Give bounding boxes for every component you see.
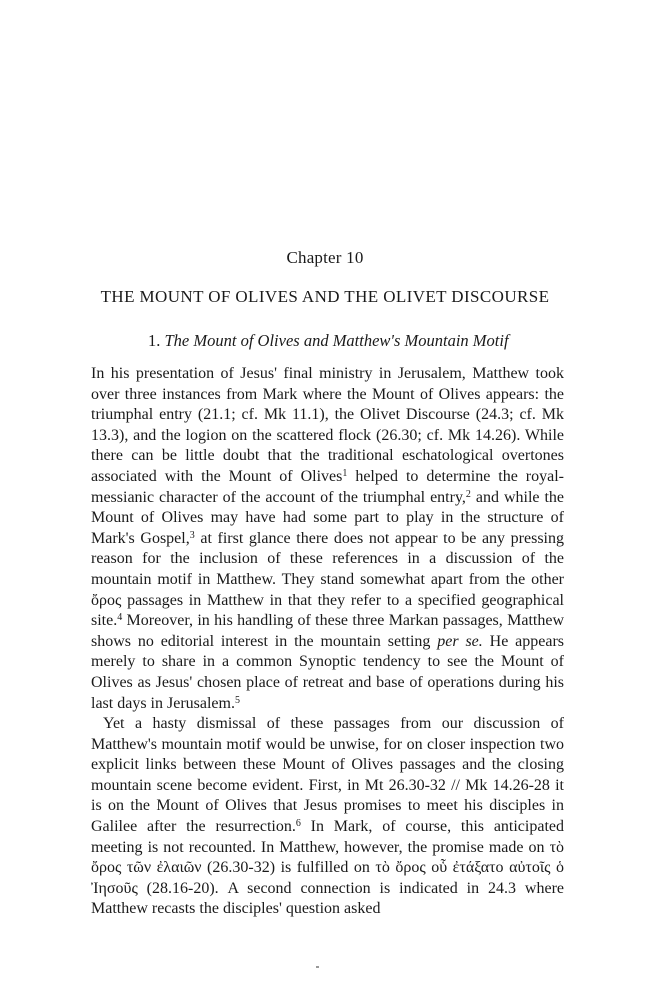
- section-heading: [148, 331, 509, 351]
- chapter-title: THE MOUNT OF OLIVES AND THE OLIVET DISCOURSE: [100, 287, 550, 306]
- footnote-marker: 1: [342, 467, 348, 479]
- body-text: [91, 364, 564, 920]
- text-run: Moreover, in his handling of these three Markan passages, Matthew shows no editorial interest in the mountain setting: [91, 612, 564, 650]
- page-mark: [316, 966, 319, 968]
- italic-phrase: per se.: [437, 632, 483, 650]
- footnote-marker: 5: [234, 694, 240, 706]
- footnote-marker: 2: [465, 488, 471, 500]
- text-run: In his presentation of Jesus' final ministry in Jerusalem, Matthew took over three instances from Mark where the Mount of Olives appears: the triumphal entry (21.1; cf. Mk 11.1), the Olivet Discourse (24.3; cf. Mk 13.3), and the logion on the scattered flock (26.30; cf. Mk 14.26). While there can be little doubt that the traditional eschatological overtones associated with the Mount of Olives: [91, 365, 564, 485]
- footnote-marker: 3: [189, 529, 195, 541]
- text-run: helped to determine the royal-messianic character of the account of the triumphal entry,: [91, 467, 565, 506]
- footnote-marker: 4: [117, 612, 123, 624]
- chapter-label: Chapter 10: [286, 248, 364, 267]
- text-run: Yet a hasty dismissal of these passages from our discussion of Matthew's mountain motif would be unwise, for on closer inspection two explicit links between these Mount of Olives passages and the closing mountain scene become evident. First, in Mt 26.30-32 // Mk 14.26-28 it is on the Mount of Olives that Jesus promises to meet his disciples in Galilee after the resurrection.: [91, 715, 564, 836]
- section-title: The Mount of Olives and Matthew's Mountain Motif: [164, 331, 509, 350]
- paragraph-2: [91, 714, 564, 920]
- text-run: He appears merely to share in a common Synoptic tendency to see the Mount of Olives as Jesus' chosen place of retreat and base of operations during his last days in Jerusalem.: [91, 632, 565, 712]
- section-number: 1.: [148, 331, 161, 350]
- footnote-marker: 6: [295, 818, 301, 830]
- text-run: In Mark, of course, this anticipated meeting is not recounted. In Matthew, however, the promise made on τὸ ὄρος τῶν ἐλαιῶν (26.30-32) is fulfilled on τὸ ὄρος οὗ ἐτάξατο αὐτοῖς ὁ Ἰησοῦς (28.16-20). A second connection is indicated in 24.3 where Matthew recasts the disciples' question asked: [91, 818, 564, 918]
- paragraph-1: [91, 364, 564, 714]
- text-run: and while the Mount of Olives may have had some part to play in the structure of Mark's Gospel,: [91, 488, 564, 547]
- text-run: at first glance there does not appear to be any pressing reason for the inclusion of these references in a discussion of the mountain motif in Matthew. They stand somewhat apart from the other ὄρος passages in Matthew in that they refer to a specified geographical site.: [91, 529, 564, 630]
